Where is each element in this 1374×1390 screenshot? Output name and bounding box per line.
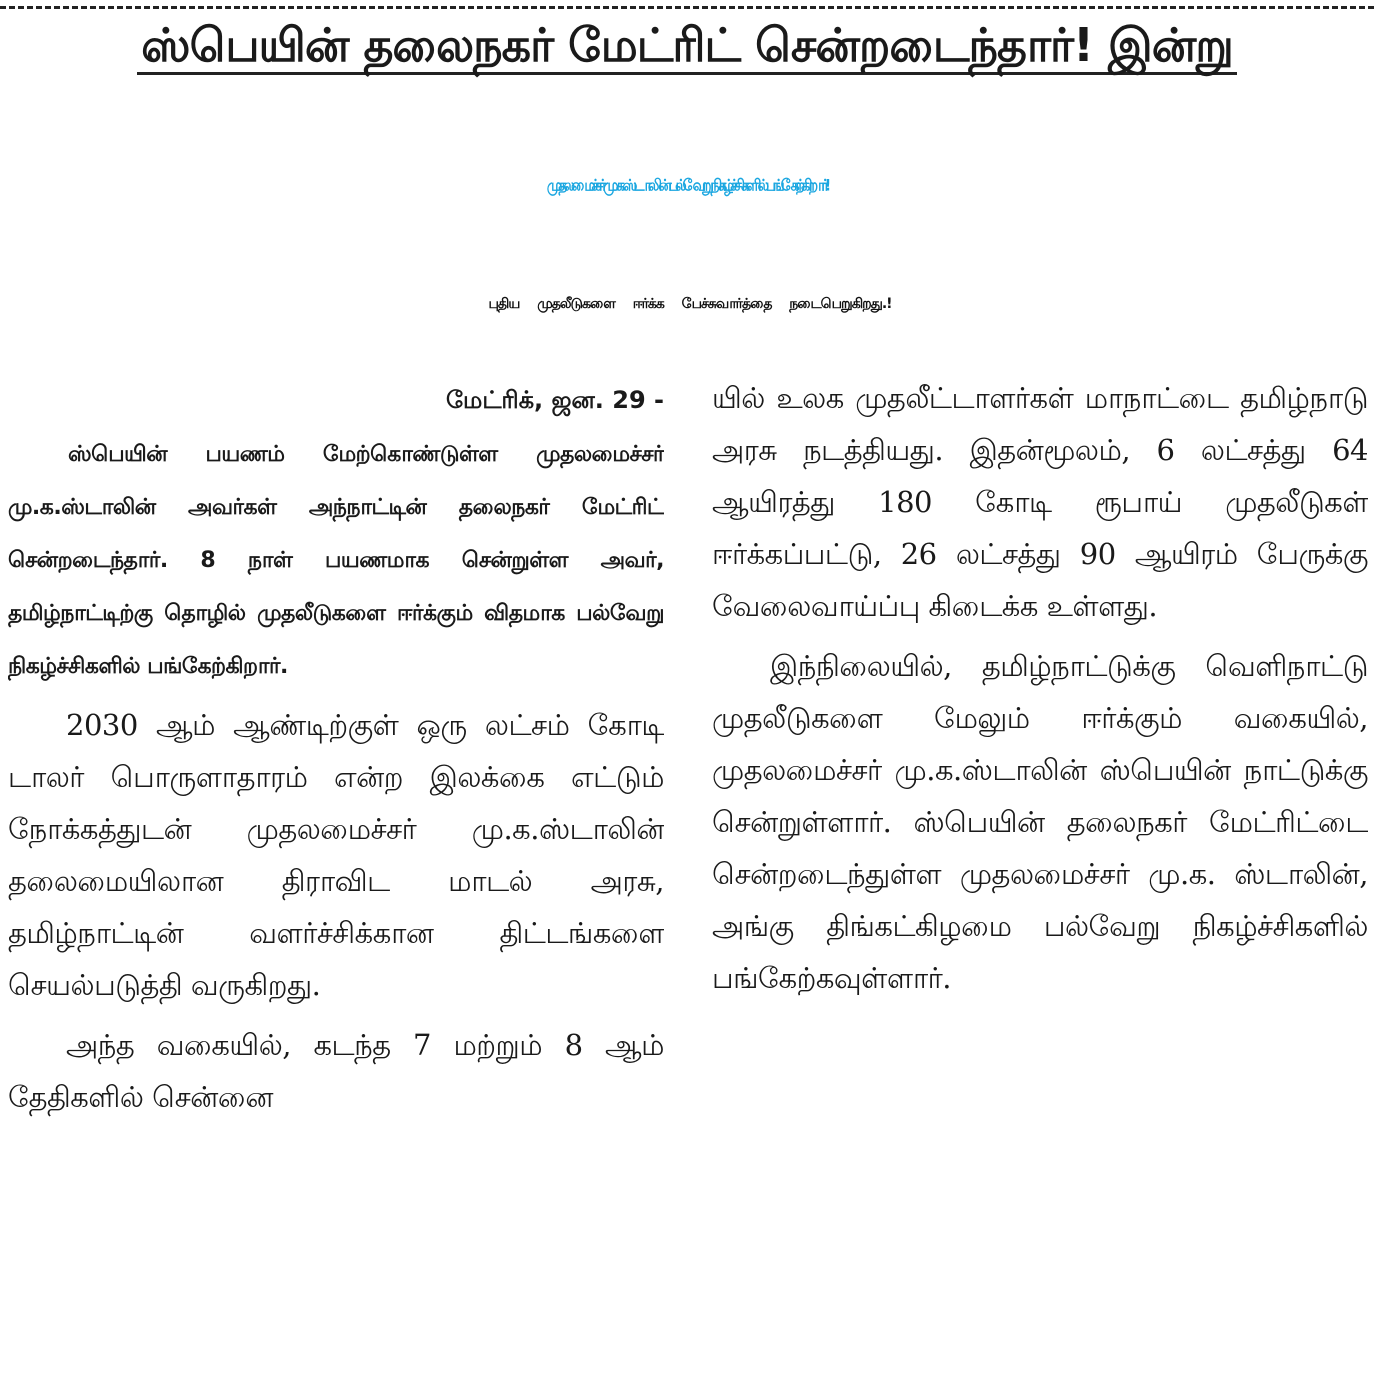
dateline: மேட்ரிக், ஜன. 29 -: [445, 386, 664, 414]
main-headline: முதலமைச்சர் மு.க.ஸ்டாலின் பல்வேறு நிகழ்ச்சிகளில் பங்கேற்கிறார்!: [546, 176, 828, 196]
body-paragraph-4: இந்நிலையில், தமிழ்நாட்டுக்கு வெளிநாட்டு முதலீடுகளை மேலும் ஈர்க்கும் வகையில், முதலமைச்சர் மு.க.ஸ்டாலின் ஸ்பெயின் நாட்டுக்கு சென்றுள்ளார். ஸ்பெயின் தலைநகர் மேட்ரிட்டை சென்றடைந்துள்ள முதலமைச்சர் மு.க. ஸ்டாலின், அங்கு திங்கட்கிழமை பல்வேறு நிகழ்ச்சிகளில் பங்கேற்கவுள்ளார்.: [712, 649, 1368, 995]
body-paragraph-3: யில் உலக முதலீட்டாளர்கள் மாநாட்டை தமிழ்நாடு அரசு நடத்தியது. இதன்மூலம், 6 லட்சத்து 64 ஆயிரத்து 180 கோடி ரூபாய் முதலீடுகள் ஈர்க்கப்பட்டு, 26 லட்சத்து 90 ஆயிரம் பேருக்கு வேலைவாய்ப்பு கிடைக்க உள்ளது.: [712, 381, 1368, 623]
body-paragraph-1: 2030 ஆம் ஆண்டிற்குள் ஒரு லட்சம் கோடி டாலர் பொருளாதாரம் என்ற இலக்கை எட்டும் நோக்கத்துடன் முதலமைச்சர் மு.க.ஸ்டாலின் தலைமையிலான திராவிட மாடல் அரசு, தமிழ்நாட்டின் வளர்ச்சிக்கான திட்டங்களை செயல்படுத்தி வருகிறது.: [8, 708, 664, 1002]
top-dashed-rule: [0, 6, 1374, 9]
article-column-right: [712, 372, 1368, 1384]
sub-headline: புதிய முதலீடுகளை ஈர்க்க பேச்சுவார்த்தை நடைபெறுகிறது.!: [488, 296, 892, 312]
body-paragraph-2: அந்த வகையில், கடந்த 7 மற்றும் 8 ஆம் தேதிகளில் சென்னை: [8, 1028, 664, 1114]
article-column-left: [8, 372, 664, 1384]
lead-paragraph: ஸ்பெயின் பயணம் மேற்கொண்டுள்ள முதலமைச்சர் மு.க.ஸ்டாலின் அவர்கள் அந்நாட்டின் தலைநகர் மேட்ரிட் சென்றடைந்தார். 8 நாள் பயணமாக சென்றுள்ள அவர், தமிழ்நாட்டிற்கு தொழில் முதலீடுகளை ஈர்க்கும் விதமாக பல்வேறு நிகழ்ச்சிகளில் பங்கேற்கிறார்.: [8, 442, 664, 679]
kicker-text: ஸ்பெயின் தலைநகர் மேட்ரிட் சென்றடைந்தார்! இன்று: [137, 18, 1237, 75]
kicker-headline: [0, 14, 1374, 76]
